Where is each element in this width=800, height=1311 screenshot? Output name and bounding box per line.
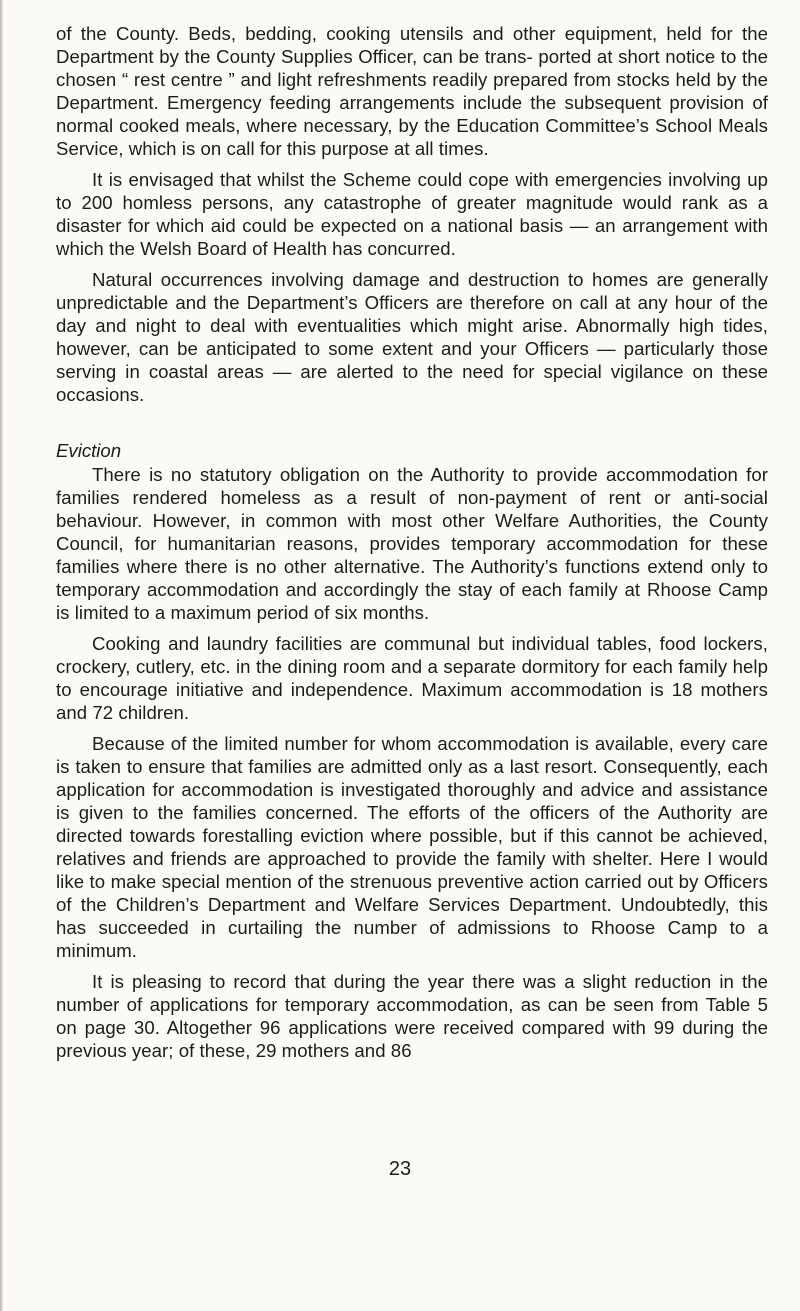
paragraph-natural-occurrences: Natural occurrences involving damage and destruction to homes are generally unpredictable and the Department’s Officers are therefore on call at any hour of the day and night to deal with eventualities which might arise. Abnormally high tides, however, can be anticipated to some extent and your Officers — particularly those serving in coastal areas — are alerted to the need for special vigilance on these occasions. bbox=[56, 269, 768, 405]
paragraph-rest-centre: of the County. Beds, bedding, cooking utensils and other equipment, held for the Department by the County Supplies Officer, can be trans- ported at short notice to the chosen “ rest centre ” and light refreshments readily prepared from stocks held by the Department. Emergency feeding arrangements include the subsequent provision of normal cooked meals, where necessary, by the Education Committee’s School Meals Service, which is on call for this purpose at all times. bbox=[56, 23, 768, 159]
document-page bbox=[56, 22, 768, 1070]
paragraph-statutory-obligation: There is no statutory obligation on the Authority to provide accommodation for families rendered homeless as a result of non-payment of rent or anti-social behaviour. However, in common with most other Welfare Authorities, the County Council, for humanitarian reasons, provides temporary accommodation for these families where there is no other alternative. The Authority’s functions extend only to temporary accommodation and accordingly the stay of each family at Rhoose Camp is limited to a maximum period of six months. bbox=[56, 464, 768, 623]
page-number: 23 bbox=[388, 1158, 412, 1180]
paragraph-scheme-capacity: It is envisaged that whilst the Scheme could cope with emergencies involving up to 200 homless persons, any catastrophe of greater magnitude would rank as a disaster for which aid could be expected on a national basis — an arrangement with which the Welsh Board of Health has concurred. bbox=[56, 169, 768, 259]
page-edge-shadow bbox=[0, 0, 3, 1311]
paragraph-admissions: Because of the limited number for whom accommodation is available, every care is taken to ensure that families are admitted only as a last resort. Consequently, each application for accommodation is investigated thoroughly and advice and assistance is given to the families concerned. The efforts of the officers of the Authority are directed towards forestalling eviction where possible, but if this cannot be achieved, relatives and friends are approached to provide the family with shelter. Here I would like to make special mention of the strenuous preventive action carried out by Officers of the Children’s Department and Welfare Services Department. Undoubtedly, this has succeeded in curtailing the number of admissions to Rhoose Camp to a minimum. bbox=[56, 733, 768, 961]
paragraph-facilities: Cooking and laundry facilities are communal but individual tables, food lockers, crockery, cutlery, etc. in the dining room and a separate dormitory for each family help to encourage initiative and independence. Maximum accommodation is 18 mothers and 72 children. bbox=[56, 633, 768, 723]
section-heading-eviction: Eviction bbox=[56, 440, 122, 461]
paragraph-applications: It is pleasing to record that during the year there was a slight reduction in the number of applications for temporary accommodation, as can be seen from Table 5 on page 30. Altogether 96 applications were received compared with 99 during the previous year; of these, 29 mothers and 86 bbox=[56, 971, 768, 1061]
